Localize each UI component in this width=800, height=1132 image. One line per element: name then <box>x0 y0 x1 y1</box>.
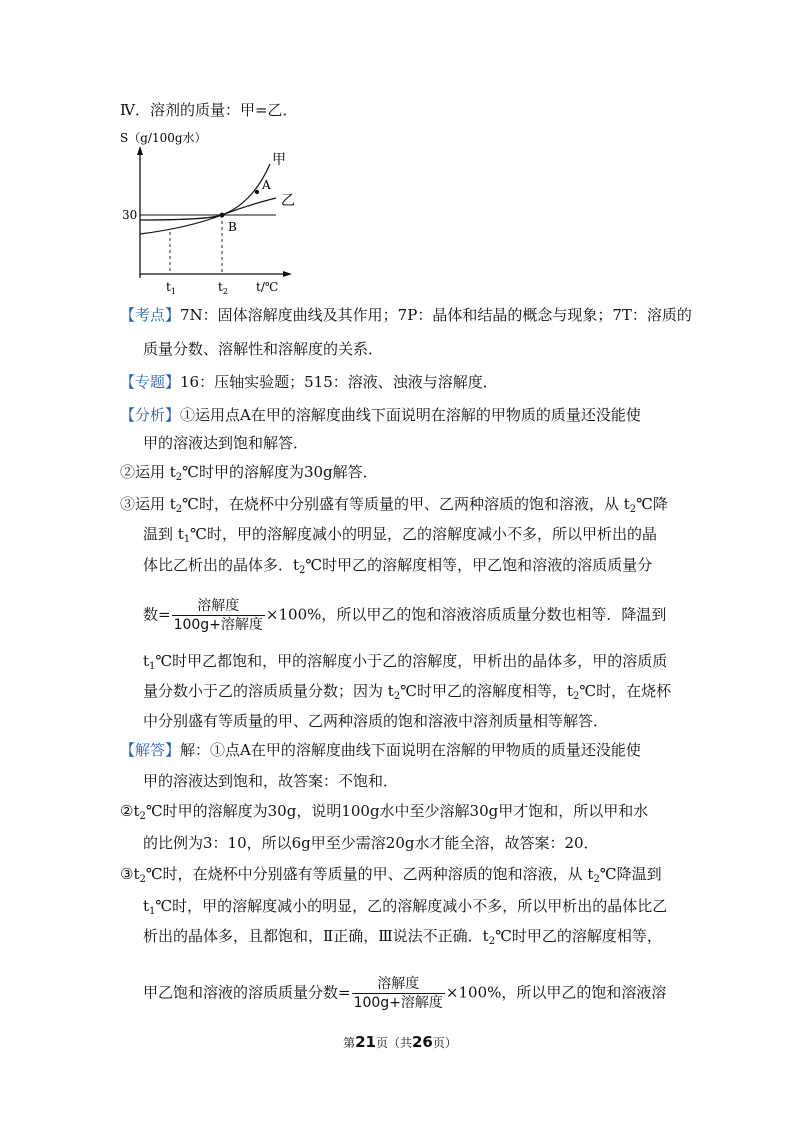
kaodian-tag: 【考点】 <box>120 306 181 324</box>
point-a <box>255 190 259 194</box>
point-b-label: B <box>228 220 237 234</box>
jieda-tag: 【解答】 <box>120 741 181 759</box>
item-iv: Ⅳ．溶剂的质量：甲=乙． <box>120 101 298 119</box>
graph-y-arrow <box>137 146 143 155</box>
graph-y-tick-30: 30 <box>122 208 138 222</box>
jieda-line1: 【解答】解：①点A在甲的溶解度曲线下面说明在溶解的甲物质的质量还没能使 <box>120 741 641 759</box>
fenxi-line10: 中分别盛有等质量的甲、乙两种溶质的饱和溶液中溶剂质量相等解答． <box>143 712 609 730</box>
fenxi-line3: ②运用 $t_2℃$时甲的溶解度为30g解答． <box>120 463 378 483</box>
page-footer: 第21页（共26页） <box>343 1033 457 1051</box>
graph-x-arrow <box>283 271 292 277</box>
jieda-line7: 析出的晶体多，且都饱和，Ⅱ正确，Ⅲ说法不正确．$t_2℃$时甲乙的溶解度相等， <box>143 927 662 947</box>
graph-tick-t1: $t_1$ <box>166 280 176 296</box>
jieda-line6: $t_1℃$时，甲的溶解度减小的明显，乙的溶解度减小不多，所以甲析出的晶体比乙 <box>143 897 668 917</box>
jieda-line8: 甲乙饱和溶液的溶质质量分数= $\frac{\text{溶解度}}{\text{100g+溶解度}}$ ×100%，所以甲乙的饱和溶液溶 <box>143 976 667 1011</box>
fenxi-line7: 数= $\frac{\text{溶解度}}{\text{100g+溶解度}}$ ×100%，所以甲乙的饱和溶液溶质质量分数也相等．降温到 <box>143 598 667 633</box>
jieda-line3: $②t_2℃$时甲的溶解度为30g，说明100g水中至少溶解30g甲才饱和，所以甲和水 <box>120 802 649 822</box>
kaodian-line1: 【考点】7N：固体溶解度曲线及其作用；7P：晶体和结晶的概念与现象；7T：溶质的 <box>120 306 692 324</box>
graph-tick-t2: $t_2$ <box>218 280 228 296</box>
jieda-line2: 甲的溶液达到饱和，故答案：不饱和． <box>143 772 399 790</box>
fenxi-line2: 甲的溶液达到饱和解答． <box>143 434 309 452</box>
zhuanti-tag: 【专题】 <box>120 373 181 391</box>
curve-jia-label: 甲 <box>272 152 286 168</box>
point-a-label: A <box>262 178 271 192</box>
fenxi-line6: 体比乙析出的晶体多．$t_2℃$时甲乙的溶解度相等，甲乙饱和溶液的溶质质量分 <box>143 556 653 576</box>
jieda-line4: 的比例为3：10，所以6g甲至少需溶20g水才能全溶，故答案：20． <box>143 834 599 852</box>
curve-yi-label: 乙 <box>281 193 295 209</box>
fenxi-line9: 量分数小于乙的溶质质量分数；因为 $t_2℃$时甲乙的溶解度相等，$t_2℃$时，在烧杯 <box>143 682 672 702</box>
page-number: 21 <box>355 1033 376 1051</box>
curve-jia <box>140 164 270 220</box>
solubility-graph <box>118 128 308 298</box>
jieda-line5: $③t_2℃$时，在烧杯中分别盛有等质量的甲、乙两种溶质的饱和溶液，从 $t_2℃$降温到 <box>120 865 662 885</box>
zhuanti-line: 【专题】16：压轴实验题；515：溶液、浊液与溶解度． <box>120 373 498 391</box>
graph-y-axis-label: S（g/100g水） <box>120 131 207 145</box>
point-b <box>220 213 225 218</box>
kaodian-line2: 质量分数、溶解性和溶解度的关系． <box>143 340 384 358</box>
fenxi-line4: ③运用 $t_2℃$时，在烧杯中分别盛有等质量的甲、乙两种溶质的饱和溶液，从 $t_2℃$降 <box>120 495 668 515</box>
fenxi-fraction: $\frac{\text{溶解度}}{\text{100g+溶解度}}$ <box>173 598 263 633</box>
page-total: 26 <box>412 1033 433 1051</box>
fenxi-line1: 【分析】①运用点A在甲的溶解度曲线下面说明在溶解的甲物质的质量还没能使 <box>120 406 641 424</box>
fenxi-line5: 温到 $t_1℃$时，甲的溶解度减小的明显，乙的溶解度减小不多，所以甲析出的晶 <box>143 525 657 545</box>
jieda-fraction: $\frac{\text{溶解度}}{\text{100g+溶解度}}$ <box>353 976 443 1011</box>
graph-x-axis-label: t/℃ <box>256 280 279 294</box>
curve-yi <box>140 198 276 234</box>
fenxi-line8: $t_1℃$时甲乙都饱和，甲的溶解度小于乙的溶解度，甲析出的晶体多，甲的溶质质 <box>143 652 668 672</box>
fenxi-tag: 【分析】 <box>120 406 181 424</box>
